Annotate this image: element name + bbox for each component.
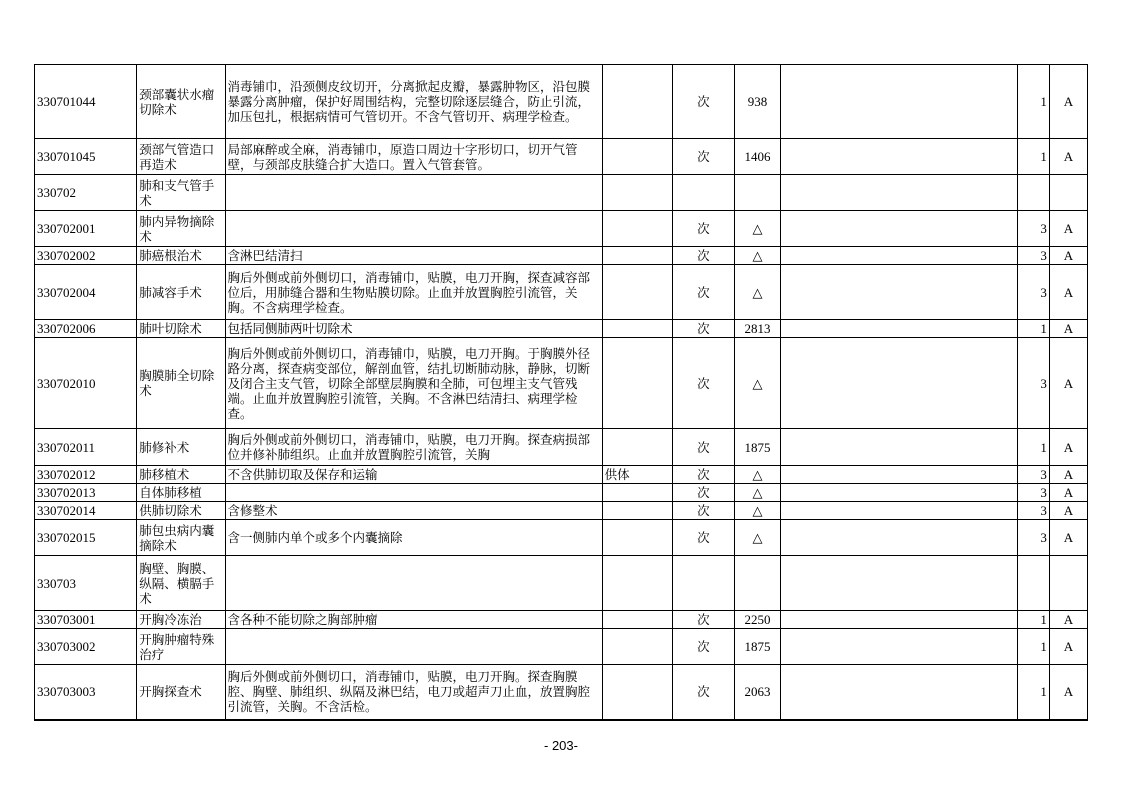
item-category: 3 xyxy=(1017,247,1049,265)
item-content: 不含供肺切取及保存和运输 xyxy=(225,466,602,484)
item-content: 含一侧肺内单个或多个内囊摘除 xyxy=(225,520,602,556)
item-excluded xyxy=(602,520,672,556)
item-note xyxy=(781,338,1018,429)
item-note xyxy=(781,556,1018,611)
item-price: △ xyxy=(734,502,780,520)
item-unit: 次 xyxy=(672,484,734,502)
item-name: 肺内异物摘除术 xyxy=(137,211,225,247)
table-body xyxy=(35,65,1088,720)
item-name: 肺减容手术 xyxy=(137,265,225,320)
item-code: 330702010 xyxy=(35,338,137,429)
item-unit: 次 xyxy=(672,139,734,175)
item-content xyxy=(225,211,602,247)
item-code: 330702006 xyxy=(35,320,137,338)
item-unit: 次 xyxy=(672,611,734,629)
item-excluded xyxy=(602,665,672,720)
table-row xyxy=(35,211,1088,247)
item-excluded: 供体 xyxy=(602,466,672,484)
item-content xyxy=(225,556,602,611)
item-grade: A xyxy=(1049,211,1087,247)
item-unit xyxy=(672,556,734,611)
item-grade xyxy=(1049,556,1087,611)
item-category: 1 xyxy=(1017,429,1049,466)
item-price xyxy=(734,556,780,611)
item-category: 1 xyxy=(1017,665,1049,720)
item-grade: A xyxy=(1049,320,1087,338)
item-code: 330702004 xyxy=(35,265,137,320)
item-price: △ xyxy=(734,211,780,247)
item-category: 1 xyxy=(1017,139,1049,175)
item-grade: A xyxy=(1049,338,1087,429)
item-content: 局部麻醉或全麻，消毒铺巾，原造口周边十字形切口，切开气管壁，与颈部皮肤缝合扩大造口。置入气管套管。 xyxy=(225,139,602,175)
item-grade: A xyxy=(1049,265,1087,320)
item-category: 3 xyxy=(1017,466,1049,484)
item-grade: A xyxy=(1049,502,1087,520)
item-grade: A xyxy=(1049,611,1087,629)
item-name: 颈部气管造口再造术 xyxy=(137,139,225,175)
item-note xyxy=(781,665,1018,720)
item-code: 330703001 xyxy=(35,611,137,629)
item-grade: A xyxy=(1049,484,1087,502)
item-unit: 次 xyxy=(672,629,734,665)
item-excluded xyxy=(602,611,672,629)
item-note xyxy=(781,629,1018,665)
item-excluded xyxy=(602,211,672,247)
item-unit: 次 xyxy=(672,466,734,484)
item-excluded xyxy=(602,65,672,139)
item-grade: A xyxy=(1049,629,1087,665)
item-unit: 次 xyxy=(672,520,734,556)
item-category: 3 xyxy=(1017,484,1049,502)
item-unit: 次 xyxy=(672,320,734,338)
item-category: 1 xyxy=(1017,320,1049,338)
item-name: 开胸肿瘤特殊治疗 xyxy=(137,629,225,665)
item-note xyxy=(781,65,1018,139)
item-unit: 次 xyxy=(672,502,734,520)
item-unit: 次 xyxy=(672,247,734,265)
item-note xyxy=(781,211,1018,247)
table-row xyxy=(35,139,1088,175)
item-unit: 次 xyxy=(672,211,734,247)
item-grade: A xyxy=(1049,665,1087,720)
item-note xyxy=(781,320,1018,338)
item-price: 938 xyxy=(734,65,780,139)
item-category: 3 xyxy=(1017,338,1049,429)
item-content xyxy=(225,629,602,665)
item-category: 1 xyxy=(1017,65,1049,139)
item-note xyxy=(781,247,1018,265)
item-name: 肺和支气管手术 xyxy=(137,175,225,211)
item-unit: 次 xyxy=(672,65,734,139)
item-name: 开胸冷冻治 xyxy=(137,611,225,629)
item-note xyxy=(781,175,1018,211)
item-content: 胸后外侧或前外侧切口，消毒铺巾，贴膜，电刀开胸。探查病损部位并修补肺组织。止血并放置胸腔引流管，关胸 xyxy=(225,429,602,466)
item-code: 330702011 xyxy=(35,429,137,466)
item-excluded xyxy=(602,429,672,466)
item-name: 肺移植术 xyxy=(137,466,225,484)
item-price: 1875 xyxy=(734,629,780,665)
table-row xyxy=(35,629,1088,665)
item-excluded xyxy=(602,320,672,338)
item-excluded xyxy=(602,265,672,320)
item-grade: A xyxy=(1049,466,1087,484)
item-category: 3 xyxy=(1017,520,1049,556)
item-unit: 次 xyxy=(672,429,734,466)
table-row xyxy=(35,611,1088,629)
item-code: 330701044 xyxy=(35,65,137,139)
item-name: 自体肺移植 xyxy=(137,484,225,502)
table-row xyxy=(35,466,1088,484)
item-name: 开胸探查术 xyxy=(137,665,225,720)
table-row xyxy=(35,265,1088,320)
item-content: 含修整术 xyxy=(225,502,602,520)
item-code: 330702015 xyxy=(35,520,137,556)
item-price: 1875 xyxy=(734,429,780,466)
item-note xyxy=(781,265,1018,320)
table-row xyxy=(35,502,1088,520)
item-content: 含淋巴结清扫 xyxy=(225,247,602,265)
item-category: 3 xyxy=(1017,502,1049,520)
item-price: △ xyxy=(734,247,780,265)
table-row xyxy=(35,484,1088,502)
item-category: 1 xyxy=(1017,629,1049,665)
table-row xyxy=(35,320,1088,338)
item-content xyxy=(225,175,602,211)
item-category xyxy=(1017,556,1049,611)
item-note xyxy=(781,520,1018,556)
item-name: 肺癌根治术 xyxy=(137,247,225,265)
item-price: 2250 xyxy=(734,611,780,629)
item-code: 330702 xyxy=(35,175,137,211)
item-content xyxy=(225,484,602,502)
item-price: △ xyxy=(734,484,780,502)
table-row xyxy=(35,65,1088,139)
item-grade: A xyxy=(1049,520,1087,556)
item-content: 消毒铺巾，沿颈侧皮纹切开，分离掀起皮瓣，暴露肿物区，沿包膜暴露分离肿瘤，保护好周围结构，完整切除逐层缝合，防止引流，加压包扎，根据病情可气管切开。不含气管切开、病理学检查。 xyxy=(225,65,602,139)
item-grade xyxy=(1049,175,1087,211)
item-category xyxy=(1017,175,1049,211)
item-content: 胸后外侧或前外侧切口，消毒铺巾，贴膜，电刀开胸。于胸膜外径路分离，探查病变部位，解剖血管，结扎切断肺动脉，静脉，切断及闭合主支气管，切除全部壁层胸膜和全肺，可包埋主支气管残端。止血并放置胸腔引流管，关胸。不含淋巴结清扫、病理学检查。 xyxy=(225,338,602,429)
item-name: 颈部囊状水瘤切除术 xyxy=(137,65,225,139)
item-code: 330702002 xyxy=(35,247,137,265)
item-price: 2813 xyxy=(734,320,780,338)
item-grade: A xyxy=(1049,247,1087,265)
item-note xyxy=(781,611,1018,629)
item-name: 胸壁、胸膜、纵隔、横膈手术 xyxy=(137,556,225,611)
item-price: △ xyxy=(734,466,780,484)
item-name: 肺叶切除术 xyxy=(137,320,225,338)
table-row xyxy=(35,247,1088,265)
item-excluded xyxy=(602,629,672,665)
item-note xyxy=(781,139,1018,175)
item-code: 330703002 xyxy=(35,629,137,665)
table-row xyxy=(35,429,1088,466)
item-note xyxy=(781,484,1018,502)
item-excluded xyxy=(602,139,672,175)
item-code: 330702013 xyxy=(35,484,137,502)
item-unit: 次 xyxy=(672,665,734,720)
table-row xyxy=(35,665,1088,720)
item-code: 330703003 xyxy=(35,665,137,720)
item-note xyxy=(781,502,1018,520)
item-category: 1 xyxy=(1017,611,1049,629)
item-code: 330701045 xyxy=(35,139,137,175)
item-grade: A xyxy=(1049,139,1087,175)
item-grade: A xyxy=(1049,429,1087,466)
item-price: △ xyxy=(734,265,780,320)
item-content: 胸后外侧或前外侧切口，消毒铺巾，贴膜，电刀开胸。探查胸膜腔、胸壁、肺组织、纵隔及淋巴结，电刀或超声刀止血，放置胸腔引流管，关胸。不含活检。 xyxy=(225,665,602,720)
item-grade: A xyxy=(1049,65,1087,139)
item-price: △ xyxy=(734,338,780,429)
item-excluded xyxy=(602,484,672,502)
item-content: 包括同侧肺两叶切除术 xyxy=(225,320,602,338)
item-unit: 次 xyxy=(672,338,734,429)
item-unit: 次 xyxy=(672,265,734,320)
item-excluded xyxy=(602,556,672,611)
item-name: 肺包虫病内囊摘除术 xyxy=(137,520,225,556)
item-excluded xyxy=(602,502,672,520)
item-price xyxy=(734,175,780,211)
item-excluded xyxy=(602,175,672,211)
table-row xyxy=(35,520,1088,556)
table-row xyxy=(35,175,1088,211)
item-code: 330702012 xyxy=(35,466,137,484)
item-content: 胸后外侧或前外侧切口，消毒铺巾，贴膜，电刀开胸，探查减容部位后，用肺缝合器和生物贴膜切除。止血并放置胸腔引流管，关胸。不含病理学检查。 xyxy=(225,265,602,320)
item-name: 肺修补术 xyxy=(137,429,225,466)
item-name: 供肺切除术 xyxy=(137,502,225,520)
table-row xyxy=(35,556,1088,611)
item-price: 1406 xyxy=(734,139,780,175)
fee-table xyxy=(34,64,1088,721)
item-note xyxy=(781,466,1018,484)
item-name: 胸膜肺全切除术 xyxy=(137,338,225,429)
item-excluded xyxy=(602,338,672,429)
item-note xyxy=(781,429,1018,466)
item-price: △ xyxy=(734,520,780,556)
item-code: 330702014 xyxy=(35,502,137,520)
item-price: 2063 xyxy=(734,665,780,720)
item-code: 330703 xyxy=(35,556,137,611)
item-category: 3 xyxy=(1017,265,1049,320)
item-category: 3 xyxy=(1017,211,1049,247)
item-excluded xyxy=(602,247,672,265)
table-row xyxy=(35,338,1088,429)
item-code: 330702001 xyxy=(35,211,137,247)
item-unit xyxy=(672,175,734,211)
page-number: - 203- xyxy=(544,738,578,753)
item-content: 含各种不能切除之胸部肿瘤 xyxy=(225,611,602,629)
